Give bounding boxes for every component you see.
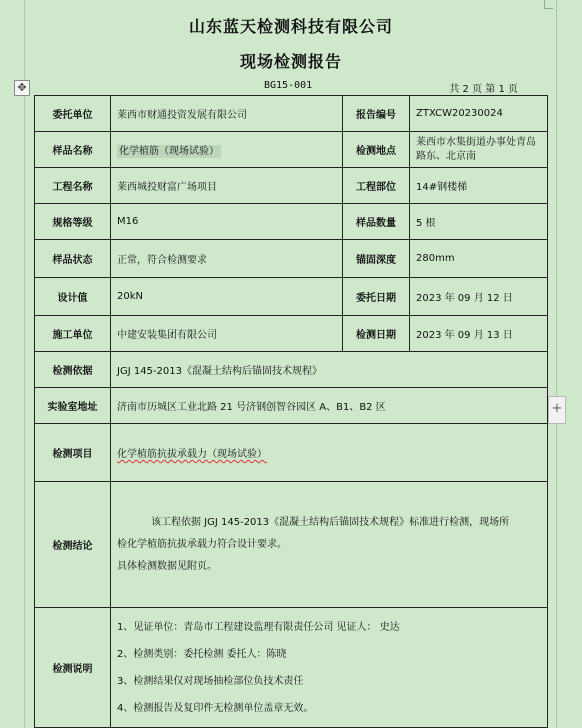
site-value[interactable]: 莱西市水集街道办事处青岛路东、北京南 <box>410 132 548 168</box>
table-row <box>35 240 548 278</box>
part-value[interactable]: 14#钢楼梯 <box>410 168 548 204</box>
table-row <box>35 316 548 352</box>
table-row <box>35 352 548 388</box>
page-edge-left <box>24 0 25 728</box>
sample-name-cell[interactable] <box>111 132 343 168</box>
project-label: 工程名称 <box>35 168 111 204</box>
form-code: BG15-001 <box>264 80 313 91</box>
note-1: 1、见证单位：青岛市工程建设监理有限责任公司 见证人： 史达 <box>117 621 400 633</box>
client-label: 委托单位 <box>35 96 111 132</box>
table-row <box>35 608 548 728</box>
depth-value[interactable]: 280mm <box>410 240 548 278</box>
lab-value[interactable]: 济南市历城区工业北路 21 号济钢创智谷园区 A、B1、B2 区 <box>111 388 548 424</box>
state-value[interactable]: 正常，符合检测要求 <box>111 240 343 278</box>
sample-name-value[interactable]: 化学植筋（现场试验） <box>119 146 219 157</box>
table-row <box>35 424 548 482</box>
notes-cell[interactable] <box>111 608 548 728</box>
conclusion-line-2: 检化学植筋抗拔承载力符合设计要求。 <box>117 538 287 550</box>
item-cell[interactable] <box>111 424 548 482</box>
conclusion-cell[interactable] <box>111 482 548 608</box>
plus-icon[interactable]: + <box>548 396 566 424</box>
table-row <box>35 168 548 204</box>
report-no-label: 报告编号 <box>343 96 410 132</box>
project-value[interactable]: 莱西城投财富广场项目 <box>111 168 343 204</box>
design-label: 设计值 <box>35 278 111 316</box>
table-row <box>35 204 548 240</box>
design-value[interactable]: 20kN <box>111 278 343 316</box>
state-label: 样品状态 <box>35 240 111 278</box>
basis-label: 检测依据 <box>35 352 111 388</box>
table-row <box>35 132 548 168</box>
corner-mark <box>544 0 553 9</box>
conclusion-line-1: 该工程依据 JGJ 145-2013《混凝土结构后锚固技术规程》标准进行检测，现场所 <box>151 516 510 528</box>
note-4: 4、检测报告及复印件无检测单位盖章无效。 <box>117 702 314 714</box>
report-title: 现场检测报告 <box>239 52 342 71</box>
spec-value[interactable]: M16 <box>111 204 343 240</box>
notes-label: 检测说明 <box>35 608 111 728</box>
builder-value[interactable]: 中建安装集团有限公司 <box>111 316 343 352</box>
test-date-label: 检测日期 <box>343 316 410 352</box>
sample-name-label: 样品名称 <box>35 132 111 168</box>
site-label: 检测地点 <box>343 132 410 168</box>
test-date-value[interactable]: 2023 年 09 月 13 日 <box>410 316 548 352</box>
table-row <box>35 482 548 608</box>
note-3: 3、检测结果仅对现场抽检部位负技术责任 <box>117 675 304 687</box>
lab-label: 实验室地址 <box>35 388 111 424</box>
company-name: 山东蓝天检测科技有限公司 <box>188 17 393 36</box>
page-info: 共 2 页 第 1 页 <box>449 84 518 95</box>
table-row <box>35 388 548 424</box>
table-row <box>35 278 548 316</box>
entrust-date-label: 委托日期 <box>343 278 410 316</box>
report-table <box>34 95 548 728</box>
spec-label: 规格等级 <box>35 204 111 240</box>
qty-value[interactable]: 5 根 <box>410 204 548 240</box>
builder-label: 施工单位 <box>35 316 111 352</box>
note-2: 2、检测类别：委托检测 委托人：陈晓 <box>117 648 287 660</box>
page-edge-right <box>556 0 557 728</box>
client-value[interactable]: 莱西市财通投资发展有限公司 <box>111 96 343 132</box>
qty-label: 样品数量 <box>343 204 410 240</box>
report-no-value[interactable]: ZTXCW20230024 <box>410 96 548 132</box>
item-value[interactable]: 化学植筋抗拔承载力（现场试验） <box>117 449 267 460</box>
part-label: 工程部位 <box>343 168 410 204</box>
entrust-date-value[interactable]: 2023 年 09 月 12 日 <box>410 278 548 316</box>
table-row <box>35 96 548 132</box>
depth-label: 锚固深度 <box>343 240 410 278</box>
move-icon[interactable]: ✥ <box>14 80 30 96</box>
conclusion-label: 检测结论 <box>35 482 111 608</box>
basis-value[interactable]: JGJ 145-2013《混凝土结构后锚固技术规程》 <box>111 352 548 388</box>
conclusion-line-3: 具体检测数据见附页。 <box>117 560 217 572</box>
item-label: 检测项目 <box>35 424 111 482</box>
